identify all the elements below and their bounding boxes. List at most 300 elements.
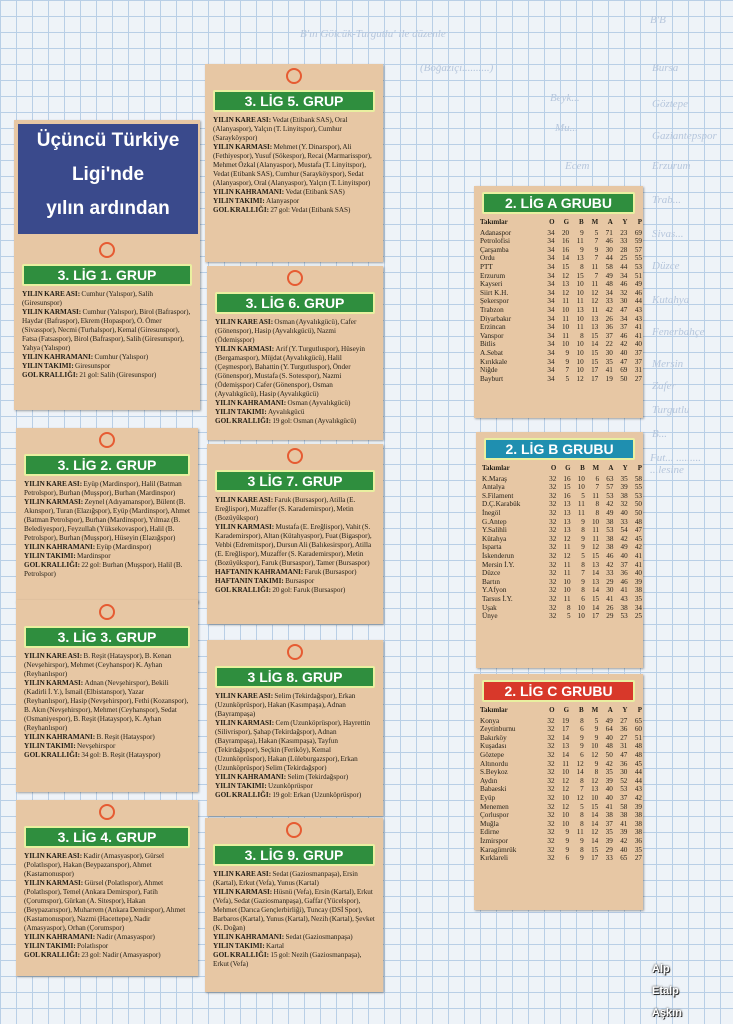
label: GOL KRALLIĞI: [24,561,82,569]
group-text [16,852,198,960]
value: 27 gol: Vedat (Etibank SAS) [270,206,351,214]
stat-cell: 34 [547,228,555,237]
stat-cell: 9 [594,759,599,768]
team-name: K.Maraş [482,474,507,483]
label: YILIN KARMASI: [24,498,85,506]
stat-cell: 32 [549,517,557,526]
stat-cell: 17 [561,725,570,734]
stat-cell: 39 [620,828,628,837]
stat-cell: 14 [591,340,599,349]
label: GOL KRALLIĞI: [215,417,273,425]
stat-cell: 40 [605,793,613,802]
table-row [474,854,643,863]
stat-cell: 9 [594,245,599,254]
stat-cell: 13 [591,577,600,586]
stat-cell: 15 [591,357,599,366]
team-name: Isparta [482,543,502,552]
stat-cell: 11 [562,759,570,768]
team-name: Tarsus İ.Y. [482,594,513,603]
stat-cell: 38 [634,586,642,595]
circle-icon [99,804,115,820]
team-name: Antalya [482,483,505,492]
stat-cell: 35 [605,357,613,366]
team-name: Diyarbakır [480,314,512,323]
stat-cell: 11 [562,331,570,340]
stat-cell: 54 [620,526,628,535]
stat-cell: 11 [563,543,571,552]
team-name: İnegöl [482,508,501,517]
value: Cumhur (Yalıspor), Birol (Bafraspor), Haydar (Bafraspor), Ekrem (Hopaspor), Ö. Ömer (Sivasspor), Necmi (Turhalspor), Kemal (Giresunspor), Fatsa (Fatsaspor), Birol (Bafraspor), Salih (Giresunspor), Yahya (Yalıspor) [22,308,191,352]
stat-cell: 57 [634,245,642,254]
stat-cell: 30 [606,586,614,595]
stat-cell: 37 [634,348,642,357]
value: Eyüp (Mardinspor), Halil (Batman Petrolspor), Burhan (Muşspor), Burhan (Mardinspor) [24,480,182,497]
stat-cell: 32 [620,288,628,297]
stat-cell: 34 [547,374,555,383]
column-header: A [608,464,614,472]
stat-cell: 11 [591,262,599,271]
value: 34 gol: B. Reşit (Hatayspor) [81,751,161,759]
stat-cell: 41 [634,560,642,569]
table-row [476,518,643,527]
circle-icon [99,432,115,448]
label: YILIN TAKIMI: [24,552,78,560]
stat-cell: 42 [605,305,613,314]
column-header: P [637,218,642,226]
stat-cell: 8 [566,603,571,612]
group-header: 3 LİG 8. GRUP [215,666,375,688]
stat-cell: 5 [566,612,571,621]
stat-cell: 49 [606,508,614,517]
stat-cell: 51 [634,271,642,280]
table-row [474,742,643,751]
stat-cell: 48 [605,742,613,751]
stat-cell: 34 [547,245,555,254]
stat-cell: 34 [547,357,555,366]
column-header: G [565,464,571,472]
stat-cell: 13 [563,517,571,526]
column-header: P [637,706,642,714]
stat-cell: 9 [581,543,585,552]
value: 23 gol: Nadir (Amasyaspor) [81,951,161,959]
stat-cell: 10 [576,288,584,297]
label: GOL KRALLIĞI: [24,751,82,759]
stat-cell: 32 [547,768,555,777]
stat-cell: 23 [620,228,628,237]
stat-cell: 46 [606,551,614,560]
stat-cell: 12 [563,534,571,543]
stat-cell: 27 [620,716,628,725]
column-header: O [549,706,555,714]
ghost-note: Erzurum [652,160,691,172]
stat-cell: 41 [605,366,613,375]
label: YILIN KARMASI: [24,879,85,887]
value: 21 gol: Salih (Giresunspor) [79,371,157,379]
label: YILIN KARE ASI: [22,290,82,298]
team-name: Mersin İ.Y. [482,560,515,569]
ghost-note: Mu... [555,122,578,134]
stat-cell: 9 [565,357,570,366]
stat-cell: 11 [563,569,571,578]
value: B. Reşit (Hatayspor), B. Kenan (Nevşehirspor), Mehmet (Ceyhanspor) K. Ayhan (Reyhanlıspor) [24,652,172,678]
team-name: Altınordu [480,759,508,768]
stat-cell: 8 [580,716,584,725]
team-name: Erzincan [480,323,506,332]
value: Cem (Uzunköprüspor), Hayrettin (Silivrispor), Şahap (Tekirdağspor), Adnan (Bayrampaşa), Hakan (Kasımpaşa), Tayfun (Tekirdağspor), Seçkin (Feriköy), Kemal (Uzunköprüspor), Hakan (Lüleburgazspor), Erkan (Uzunköprüspor) Selim (Tekirdağspor) [215,719,371,772]
label: YILIN KARE ASI: [215,692,275,700]
stat-cell: 34 [547,297,555,306]
table-row [474,332,643,341]
ghost-note: Mersin [652,358,684,370]
stat-cell: 49 [620,543,628,552]
stat-cell: 33 [620,517,628,526]
stat-cell: 13 [561,280,570,289]
team-name: Bakırköy [480,733,507,742]
stat-cell: 8 [580,331,584,340]
stat-cell: 32 [549,483,557,492]
stat-cell: 40 [634,340,642,349]
stat-cell: 46 [605,237,613,246]
standings-table [474,706,643,863]
stat-cell: 11 [592,491,600,500]
table-header-row [474,706,643,717]
stat-cell: 34 [547,348,555,357]
label: YILIN TAKIMI: [215,782,269,790]
table-header: 2. LİG C GRUBU [482,680,635,702]
stat-cell: 11 [562,314,570,323]
value: Kadir (Amasyaspor), Gürsel (Polatlıspor), Hakan (Beypazarıspor), Ahmet (Kastamonuspor) [24,852,165,878]
stat-cell: 63 [606,474,614,483]
label: YILIN KARE ASI: [215,318,275,326]
stat-cell: 8 [580,776,584,785]
stat-cell: 13 [576,305,584,314]
column-header: B [579,706,584,714]
label: YILIN KARMASI: [213,888,274,896]
column-header: Y [622,706,628,714]
stat-cell: 9 [581,577,585,586]
label: YILIN TAKIMI: [24,742,78,750]
stat-cell: 32 [547,785,555,794]
value: Sedat (Gaziosmanpaşa), Ersin (Kartal), Erkut (Vefa), Yunus (Kartal) [213,870,358,887]
stat-cell: 10 [561,340,570,349]
stat-cell: 60 [634,725,642,734]
stat-cell: 5 [594,716,599,725]
stat-cell: 17 [591,366,599,375]
ghost-note: Trab... [652,194,682,206]
stat-cell: 34 [547,262,555,271]
stat-cell: 32 [547,733,555,742]
stat-cell: 10 [563,577,571,586]
team-name: Bitlis [480,340,496,349]
table-header-row [474,218,643,229]
stat-cell: 8 [581,560,585,569]
table-header: 2. LİG A GRUBU [482,192,635,214]
stat-cell: 7 [565,366,570,375]
stat-cell: 42 [605,759,613,768]
value: Gürsel (Polatlıspor), Ahmet (Polatlıspor), Temel (Ankara Demirspor), Fatih (Çorumspor), Gürkan (A. Sitespor), Hakan (Beypazarıspor), Muharrem (Ankara Demirspor), Ahmet (Kastamonuspor), Nazmi (Hacettepe), Nadir (Amasyaspor), Orhan (Çorumspor) [24,879,186,932]
label: GOL KRALLIĞI: [213,206,271,214]
stat-cell: 32 [547,845,555,854]
team-name: Menemen [480,802,509,811]
stat-cell: 9 [581,534,585,543]
team-name: İskenderun [482,551,514,560]
team-name: Çarşamba [480,245,509,254]
group-text [14,290,200,380]
ghost-note: Kutahya [652,294,690,306]
stat-cell: 32 [547,742,555,751]
stat-cell: 37 [620,793,628,802]
stat-cell: 35 [634,594,642,603]
stat-cell: 44 [634,776,642,785]
stat-cell: 29 [606,577,614,586]
stat-cell: 34 [547,331,555,340]
team-name: Kırıkkale [480,357,508,366]
stat-cell: 46 [620,577,628,586]
stat-cell: 9 [580,742,584,751]
table-row [474,366,643,375]
stat-cell: 5 [580,802,584,811]
team-name: Şekerspor [480,297,509,306]
value: Selim (Tekirdağspor), Erkan (Uzunköprüspor), Hakan (Kasımpaşa), Adnan (Bayrampaşa) [215,692,356,718]
label: YILIN KARMASI: [215,719,276,727]
stat-cell: 44 [634,297,642,306]
value: Bursaspor [285,577,315,585]
stat-cell: 32 [549,612,557,621]
ghost-note: Göztepe [652,98,689,110]
stat-cell: 40 [605,733,613,742]
table-row [476,595,643,604]
stat-cell: 6 [595,474,600,483]
stat-cell: 32 [547,828,555,837]
team-name: Zeytinburnu [480,725,516,734]
stat-cell: 32 [549,569,557,578]
stat-cell: 53 [620,612,628,621]
team-name: Y.Salihli [482,526,507,535]
signature-line: Aşkın [652,1007,682,1019]
stat-cell: 47 [620,357,628,366]
stat-cell: 26 [605,314,613,323]
clipping-group-7 [207,444,383,624]
table-row [474,751,643,760]
stat-cell: 43 [634,314,642,323]
stat-cell: 15 [561,262,570,271]
stat-cell: 53 [634,262,642,271]
stat-cell: 10 [561,793,570,802]
stat-cell: 48 [634,750,642,759]
label: YILIN KARMASI: [24,679,85,687]
label: YILIN KARMASI: [215,523,276,531]
stat-cell: 38 [620,491,628,500]
team-name: Petrolofisi [480,237,510,246]
stat-cell: 58 [605,262,613,271]
value: Mustafa (E. Ereğlispor), Vahit (S. Karademirspor), Altan (Kütahyaspor), Fuat (Bigaspor), Vehbi (Edremitspor), Dursun Ali (Balıkesirspor), Atilla (E. Ereğlispor), Muzaffer (S. Karademirspor), Metin (Bozüyükspor), Faruk (Bursaspor), Tamer (Bursaspor) [215,523,372,567]
stat-cell: 7 [594,271,599,280]
stat-cell: 38 [634,819,642,828]
table-row [476,509,643,518]
stat-cell: 49 [605,716,613,725]
team-name: Kuşadası [480,742,507,751]
team-name: G.Antep [482,517,507,526]
table-row [474,358,643,367]
value: Sedat (Gaziosmanpaşa) [285,933,353,941]
table-row [474,837,643,846]
value: Nevşehirspor [77,742,116,750]
stat-cell: 65 [634,716,642,725]
stat-cell: 42 [620,340,628,349]
column-header: Y [622,218,628,226]
stat-cell: 32 [547,725,555,734]
value: Mehmet (Y. Dinarspor), Ali (Fethiyespor), Yusuf (Sökespor), Recai (Marmarisspor), Mehmet Özkal (Alanyaspor), Mustafa (T. Linyitspor), Vedat (Etibank SAS), Cumhur (Sarayköyspor), Sedat (Alanyaspor), Oral (Alanyaspor), Yalçın (T. Linyitspor) [213,143,372,187]
stat-cell: 36 [620,759,628,768]
stat-cell: 53 [606,491,614,500]
label: YILIN KAHRAMANI: [24,733,97,741]
stat-cell: 32 [620,500,628,509]
stat-cell: 12 [576,374,584,383]
stat-cell: 40 [620,508,628,517]
stat-cell: 34 [547,237,555,246]
team-name: S.Beykoz [480,768,508,777]
table-row [476,526,643,535]
table-row [474,349,643,358]
column-header: G [563,706,570,714]
stat-cell: 46 [634,288,642,297]
stat-cell: 16 [561,245,570,254]
team-name: Uşak [482,603,497,612]
stat-cell: 34 [620,271,628,280]
stat-cell: 13 [591,785,599,794]
stat-cell: 49 [634,280,642,289]
stat-cell: 9 [580,228,584,237]
stat-cell: 43 [634,305,642,314]
table-row [474,777,643,786]
stat-cell: 9 [565,836,570,845]
stat-cell: 9 [580,836,584,845]
team-name: Siirt K.H. [480,288,509,297]
ghost-note: Gaziantepspor [652,130,717,142]
stat-cell: 53 [620,785,628,794]
stat-cell: 33 [620,237,628,246]
stat-cell: 30 [605,245,613,254]
stat-cell: 10 [591,517,600,526]
team-name: Karagümrük [480,845,517,854]
team-name: Aydın [480,776,498,785]
table-row [474,760,643,769]
stat-cell: 16 [563,491,571,500]
stat-cell: 41 [620,819,628,828]
table-row [474,785,643,794]
stat-cell: 69 [634,228,642,237]
table-row [474,794,643,803]
stat-cell: 15 [591,845,599,854]
circle-icon [287,448,303,464]
stat-cell: 32 [547,811,555,820]
stat-cell: 65 [620,854,628,863]
circle-icon [287,644,303,660]
stat-cell: 12 [591,288,599,297]
team-name: Niğde [480,366,498,375]
group-text [207,692,383,800]
column-header: P [637,464,642,472]
stat-cell: 12 [563,551,571,560]
stat-cell: 27 [620,733,628,742]
group-text [205,116,383,215]
ghost-note: Beyk... [550,92,580,104]
stat-cell: 13 [563,500,571,509]
stat-cell: 50 [605,750,613,759]
stat-cell: 32 [547,750,555,759]
label: YILIN KAHRAMANI: [213,188,286,196]
stat-cell: 10 [576,314,584,323]
stat-cell: 14 [561,750,570,759]
value: Selim (Tekirdağspor) [287,773,349,781]
stat-cell: 53 [606,526,614,535]
value: Faruk (Bursaspor) [304,568,357,576]
stat-cell: 9 [594,725,599,734]
stat-cell: 59 [634,237,642,246]
value: 19 gol: Erkan (Uzunköprüspor) [272,791,362,799]
value: Zeynel (Adıyamanspor), Bülent (B. Akınspor), Turan (Elazığspor), Eyüp (Mardinspor), Ahmet (Batman Petrolspor), Burhan (Mardinspor), Yılmaz (B. Belediyespor), Feyzullah (Yüksekovaspor), Halil (B. Petrolspor), Burhan (Muşspor), Hüseyin (Elazığspor) [24,498,190,542]
stat-cell: 35 [605,768,613,777]
stat-cell: 17 [591,612,600,621]
stat-cell: 34 [547,288,555,297]
stat-cell: 13 [591,314,599,323]
stat-cell: 37 [605,331,613,340]
team-name: İzmirspor [480,836,508,845]
stat-cell: 11 [577,500,585,509]
stat-cell: 14 [561,733,570,742]
ghost-note: Fut... ......... ...lesine [650,452,702,476]
stat-cell: 32 [547,854,555,863]
stat-cell: 10 [576,348,584,357]
stat-cell: 46 [620,331,628,340]
stat-cell: 9 [594,733,599,742]
group-header: 3. LİG 2. GRUP [24,454,190,476]
stat-cell: 14 [576,768,584,777]
stat-cell: 12 [591,776,599,785]
stat-cell: 34 [547,254,555,263]
label: YILIN KARE ASI: [215,496,275,504]
value: Hüsnü (Vefa), Ersin (Kartal), Erkut (Vefa), Sedat (Gaziosmanpaşa), Gaffar (Yücelspor), Mehmet (Darıca Gençlerbirliği), Tuncay (DSİ Spor), Barbaros (Kartal), Yunus (Kartal), Nezih (Kartal), Şevket (K. Doğan) [213,888,375,932]
stat-cell: 12 [576,759,584,768]
headline-line: Üçüncü Türkiye [36,130,180,151]
circle-icon [99,604,115,620]
stat-cell: 25 [634,612,642,621]
stat-cell: 32 [549,474,557,483]
team-name: Ordu [480,254,495,263]
stat-cell: 45 [634,534,642,543]
table-row [476,475,643,484]
ghost-note: B... [652,428,667,440]
stat-cell: 11 [591,280,599,289]
ghost-note: Bursa [652,62,679,74]
table-row [474,280,643,289]
stat-cell: 9 [580,245,584,254]
table-row [476,604,643,613]
column-header: O [550,464,557,472]
stat-cell: 38 [605,811,613,820]
table-header: 2. LİG B GRUBU [484,438,635,460]
value: Ayvalıkgücü [268,408,305,416]
stat-cell: 34 [547,280,555,289]
stat-cell: 12 [576,793,584,802]
label: YILIN KARE ASI: [24,652,84,660]
stat-cell: 11 [591,305,599,314]
ghost-note: Fenerbahçe [652,326,705,338]
stat-cell: 10 [561,819,570,828]
stat-cell: 12 [561,776,570,785]
stat-cell: 15 [576,271,584,280]
stat-cell: 34 [547,314,555,323]
